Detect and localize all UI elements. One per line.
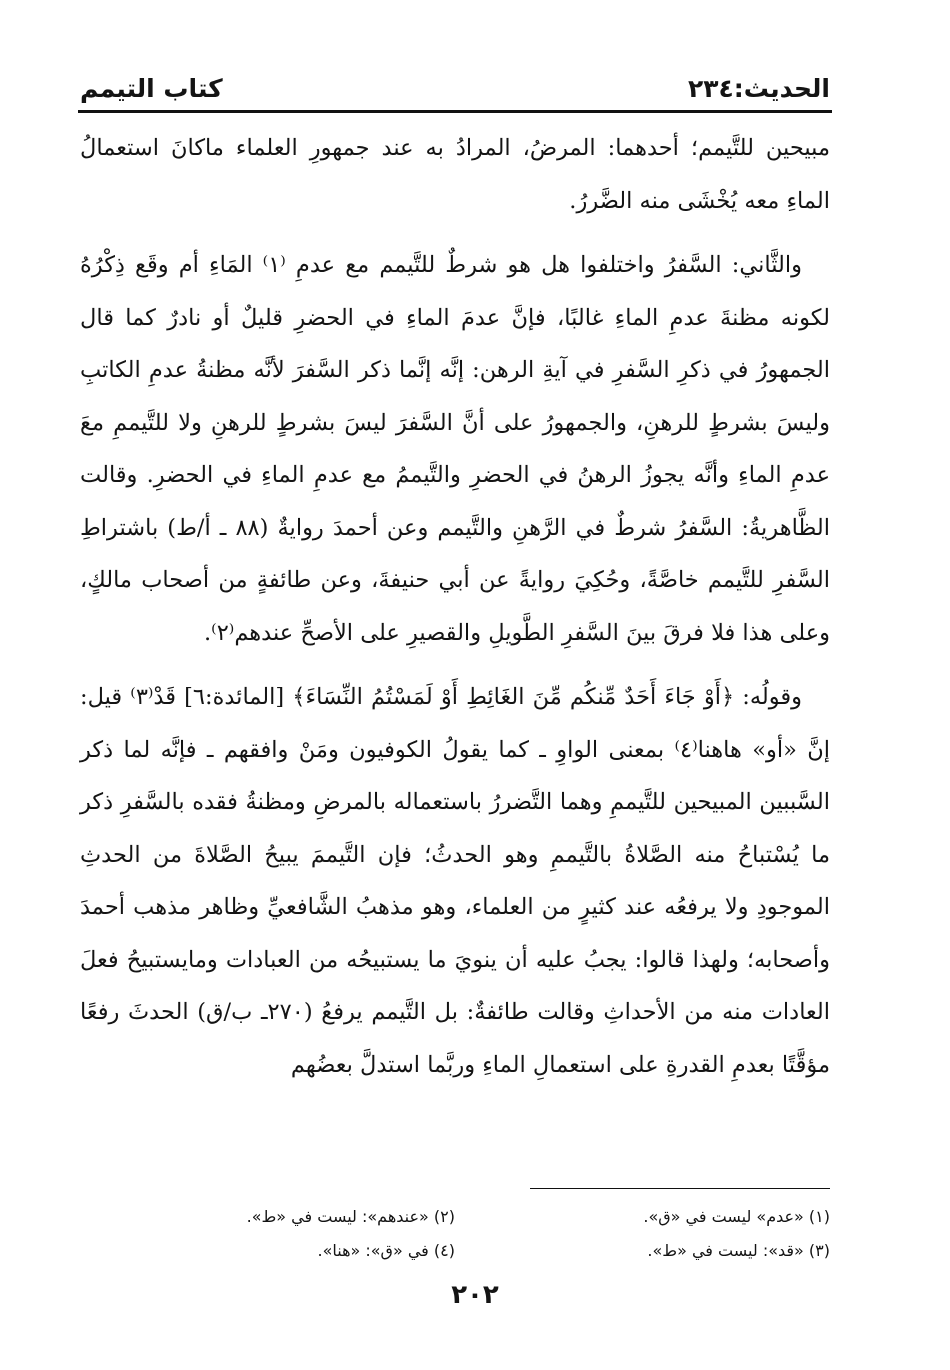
- footnote-divider: [530, 1188, 830, 1189]
- footnote-3: (٣) «قد»: ليست في «ط».: [647, 1241, 830, 1260]
- paragraph-3: وقولُه: ﴿أَوْ جَاءَ أَحَدٌ مِّنكُم مِّنَ الغَائِطِ أَوْ لَمَسْتُمُ النِّسَاءَ﴾ [المائدة:٦] قَدْ⁽٣⁾ قيل: إنَّ «أو» هاهنا⁽٤⁾ بمعنى الواوِ ـ كما يقولُ الكوفيون ومَنْ وافقهم ـ فإنَّه لما ذكر السَّببين المبيحين للتَّيممِ وهما التَّضررُ باستعماله بالمرضِ ومظنةُ فقده بالسَّفرِ ذكر ما يُسْتباحُ منه الصَّلاةُ بالتَّيممِ وهو الحدثُ؛ فإن التَّيممَ يبيحُ الصَّلاةَ من الحدثِ الموجودِ ولا يرفعُه عند كثيرٍ من العلماء، وهو مذهبُ الشَّافعيِّ وظاهر مذهب أحمدَ وأصحابه؛ ولهذا قالوا: يجبُ عليه أن ينويَ ما يستبيحُه من العبادات ومايستبيحُ فعلَ العادات منه من الأحداثِ وقالت طائفةٌ: بل التَّيمم يرفعُ (٢٧٠ـ ب/ق) الحدثَ رفعًا مؤقَّتًا بعدمِ القدرةِ على استعمالِ الماءِ وربَّما استدلَّ بعضُهم: [80, 684, 831, 1078]
- footnote-1: (١) «عدم» ليست في «ق».: [643, 1207, 830, 1226]
- hadith-number-label: الحديث:٢٣٤: [687, 74, 830, 103]
- paragraph-2: والثَّاني: السَّفرُ واختلفوا هل هو شرطٌ للتَّيمم مع عدمِ ⁽١⁾ المَاءِ أم وقَع ذِكْرُهُ لكونه مظنةَ عدمِ الماءِ غالبًا، فإنَّ عدمَ الماءِ في الحضرِ قليلٌ أو نادرٌ كما قال الجمهورُ في ذكرِ السَّفرِ في آيةِ الرهن: إنَّه إنَّما ذكر السَّفرَ لأنَّه مظنةُ عدمِ الكاتبِ وليسَ بشرطٍ للرهنِ، والجمهورُ على أنَّ السَّفرَ ليسَ بشرطٍ للرهنِ ولا للتَّيممِ معَ عدمِ الماءِ وأنَّه يجوزُ الرهنُ في الحضرِ والتَّيممُ مع عدمِ الماءِ في الحضرِ. وقالت الظَّاهريةُ: السَّفرُ شرطٌ في الرَّهنِ والتَّيمم وعن أحمدَ روايةٌ (٨٨ ـ أ/ط) باشتراطِ السَّفرِ للتَّيمم خاصَّةً، وحُكِيَ روايةً عن أبي حنيفةَ، وعن طائفةٍ من أصحاب مالكٍ، وعلى هذا فلا فرقَ بينَ السَّفرِ الطَّويلِ والقصيرِ على الأصحِّ عندهم⁽٢⁾.: [80, 252, 830, 646]
- running-header: [80, 70, 830, 104]
- paragraph-1: مبيحين للتَّيمم؛ أحدهما: المرضُ، المرادُ به عند جمهورِ العلماء ماكانَ استعمالُ الماءِ معه يُخْشَى منه الضَّررُ.: [80, 135, 830, 214]
- footnotes: [80, 1200, 830, 1268]
- footnote-row: [80, 1234, 830, 1268]
- footnote-4: (٤) في «ق»: «هنا».: [317, 1241, 455, 1260]
- header-divider: [78, 110, 832, 113]
- main-text: [80, 122, 830, 1091]
- page-number: ٢٠٢: [451, 1280, 499, 1310]
- footnote-row: [80, 1200, 830, 1234]
- book-title: كتاب التيمم: [80, 74, 223, 103]
- footnote-2: (٢) «عندهم»: ليست في «ط».: [246, 1207, 455, 1226]
